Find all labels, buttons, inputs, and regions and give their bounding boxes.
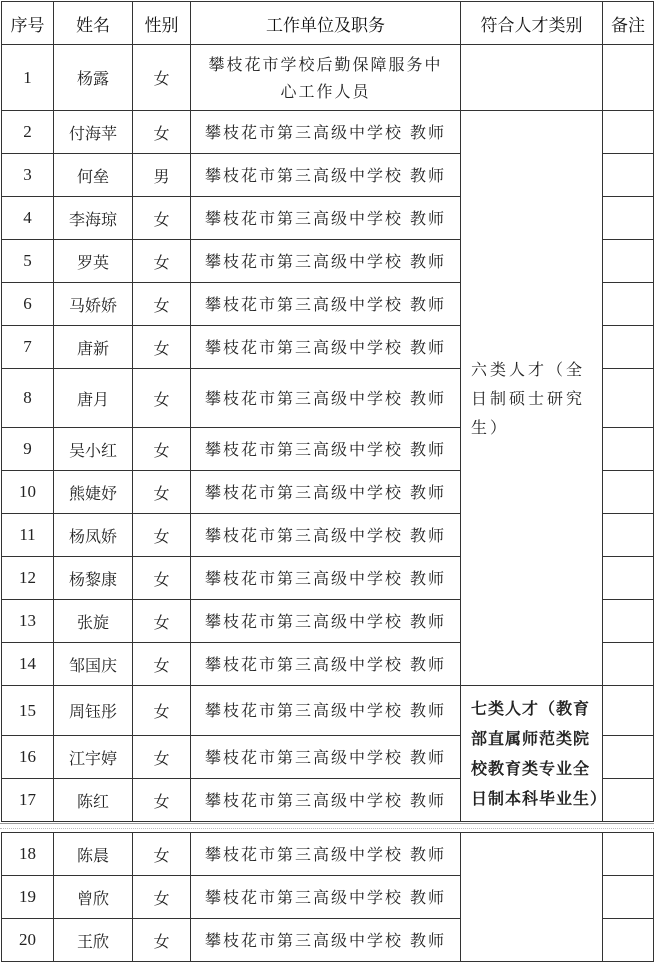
row-gender: 女 — [133, 779, 191, 822]
row-remark — [603, 240, 654, 283]
row-remark — [603, 111, 654, 154]
row-unit: 攀枝花市第三高级中学校 教师 — [191, 686, 461, 736]
row-remark — [603, 154, 654, 197]
row-unit: 攀枝花市第三高级中学校 教师 — [191, 240, 461, 283]
row-name: 罗英 — [54, 240, 133, 283]
row-unit: 攀枝花市第三高级中学校 教师 — [191, 643, 461, 686]
header-unit: 工作单位及职务 — [191, 2, 461, 45]
row-no: 18 — [2, 833, 54, 876]
row-remark — [603, 779, 654, 822]
category-seven: 七类人才（教育部直属师范类院校教育类专业全日制本科毕业生） — [461, 686, 603, 822]
row-gender: 女 — [133, 471, 191, 514]
header-remark: 备注 — [603, 2, 654, 45]
row-unit: 攀枝花市学校后勤保障服务中心工作人员 — [191, 45, 461, 111]
row-name: 杨露 — [54, 45, 133, 111]
row-gender: 女 — [133, 876, 191, 919]
row-remark — [603, 197, 654, 240]
row-gender: 女 — [133, 643, 191, 686]
row-name: 陈红 — [54, 779, 133, 822]
row-remark — [603, 686, 654, 736]
header-gender: 性别 — [133, 2, 191, 45]
row-no: 1 — [2, 45, 54, 111]
row-name: 李海琼 — [54, 197, 133, 240]
row-gender: 男 — [133, 154, 191, 197]
header-seq: 序号 — [2, 2, 54, 45]
row-unit: 攀枝花市第三高级中学校 教师 — [191, 557, 461, 600]
row-gender: 女 — [133, 283, 191, 326]
roster-table — [1, 1, 654, 822]
category-six: 六类人才（全日制硕士研究生） — [461, 111, 603, 686]
row-remark — [603, 919, 654, 962]
header-category: 符合人才类别 — [461, 2, 603, 45]
row-no: 6 — [2, 283, 54, 326]
row-name: 张旋 — [54, 600, 133, 643]
row-name: 吴小红 — [54, 428, 133, 471]
row-gender: 女 — [133, 369, 191, 428]
row-remark — [603, 369, 654, 428]
row-name: 周钰彤 — [54, 686, 133, 736]
row-no: 2 — [2, 111, 54, 154]
table-row — [2, 833, 654, 876]
row-unit: 攀枝花市第三高级中学校 教师 — [191, 197, 461, 240]
row-gender: 女 — [133, 919, 191, 962]
row-unit: 攀枝花市第三高级中学校 教师 — [191, 876, 461, 919]
row-unit: 攀枝花市第三高级中学校 教师 — [191, 369, 461, 428]
row-no: 10 — [2, 471, 54, 514]
row-name: 熊婕妤 — [54, 471, 133, 514]
row-name: 唐新 — [54, 326, 133, 369]
row-gender: 女 — [133, 240, 191, 283]
row-no: 11 — [2, 514, 54, 557]
row-unit: 攀枝花市第三高级中学校 教师 — [191, 326, 461, 369]
row-unit: 攀枝花市第三高级中学校 教师 — [191, 919, 461, 962]
header-row — [2, 2, 654, 45]
row-no: 13 — [2, 600, 54, 643]
row-unit: 攀枝花市第三高级中学校 教师 — [191, 736, 461, 779]
row-gender: 女 — [133, 686, 191, 736]
row-name: 江宇婷 — [54, 736, 133, 779]
table-row — [2, 111, 654, 154]
row-no: 17 — [2, 779, 54, 822]
row-no: 16 — [2, 736, 54, 779]
row-no: 3 — [2, 154, 54, 197]
page-break — [0, 823, 654, 832]
category-cell-empty — [461, 833, 603, 962]
row-unit: 攀枝花市第三高级中学校 教师 — [191, 779, 461, 822]
row-gender: 女 — [133, 736, 191, 779]
row-unit: 攀枝花市第三高级中学校 教师 — [191, 154, 461, 197]
row-unit: 攀枝花市第三高级中学校 教师 — [191, 471, 461, 514]
row-unit: 攀枝花市第三高级中学校 教师 — [191, 283, 461, 326]
row-gender: 女 — [133, 600, 191, 643]
row-remark — [603, 736, 654, 779]
row-remark — [603, 471, 654, 514]
row-gender: 女 — [133, 45, 191, 111]
row-gender: 女 — [133, 111, 191, 154]
row-no: 19 — [2, 876, 54, 919]
row-name: 何垒 — [54, 154, 133, 197]
row-no: 15 — [2, 686, 54, 736]
row-remark — [603, 45, 654, 111]
row-unit: 攀枝花市第三高级中学校 教师 — [191, 428, 461, 471]
row-remark — [603, 326, 654, 369]
row-name: 陈晨 — [54, 833, 133, 876]
row-no: 8 — [2, 369, 54, 428]
row-remark — [603, 514, 654, 557]
category-cell-empty — [461, 45, 603, 111]
table-row — [2, 45, 654, 111]
row-gender: 女 — [133, 557, 191, 600]
row-name: 王欣 — [54, 919, 133, 962]
row-gender: 女 — [133, 326, 191, 369]
row-remark — [603, 557, 654, 600]
row-remark — [603, 833, 654, 876]
row-remark — [603, 283, 654, 326]
header-name: 姓名 — [54, 2, 133, 45]
row-gender: 女 — [133, 428, 191, 471]
row-no: 12 — [2, 557, 54, 600]
table-row — [2, 686, 654, 736]
roster-table-continued — [1, 832, 654, 962]
row-gender: 女 — [133, 514, 191, 557]
row-gender: 女 — [133, 833, 191, 876]
row-unit: 攀枝花市第三高级中学校 教师 — [191, 833, 461, 876]
row-no: 20 — [2, 919, 54, 962]
row-no: 4 — [2, 197, 54, 240]
row-no: 14 — [2, 643, 54, 686]
row-no: 5 — [2, 240, 54, 283]
row-name: 邹国庆 — [54, 643, 133, 686]
row-name: 付海苹 — [54, 111, 133, 154]
row-gender: 女 — [133, 197, 191, 240]
row-unit: 攀枝花市第三高级中学校 教师 — [191, 514, 461, 557]
row-remark — [603, 428, 654, 471]
row-remark — [603, 643, 654, 686]
row-unit: 攀枝花市第三高级中学校 教师 — [191, 600, 461, 643]
row-remark — [603, 876, 654, 919]
row-name: 曾欣 — [54, 876, 133, 919]
row-remark — [603, 600, 654, 643]
row-name: 唐月 — [54, 369, 133, 428]
row-no: 7 — [2, 326, 54, 369]
row-no: 9 — [2, 428, 54, 471]
row-name: 马娇娇 — [54, 283, 133, 326]
row-unit: 攀枝花市第三高级中学校 教师 — [191, 111, 461, 154]
row-name: 杨凤娇 — [54, 514, 133, 557]
row-name: 杨黎康 — [54, 557, 133, 600]
